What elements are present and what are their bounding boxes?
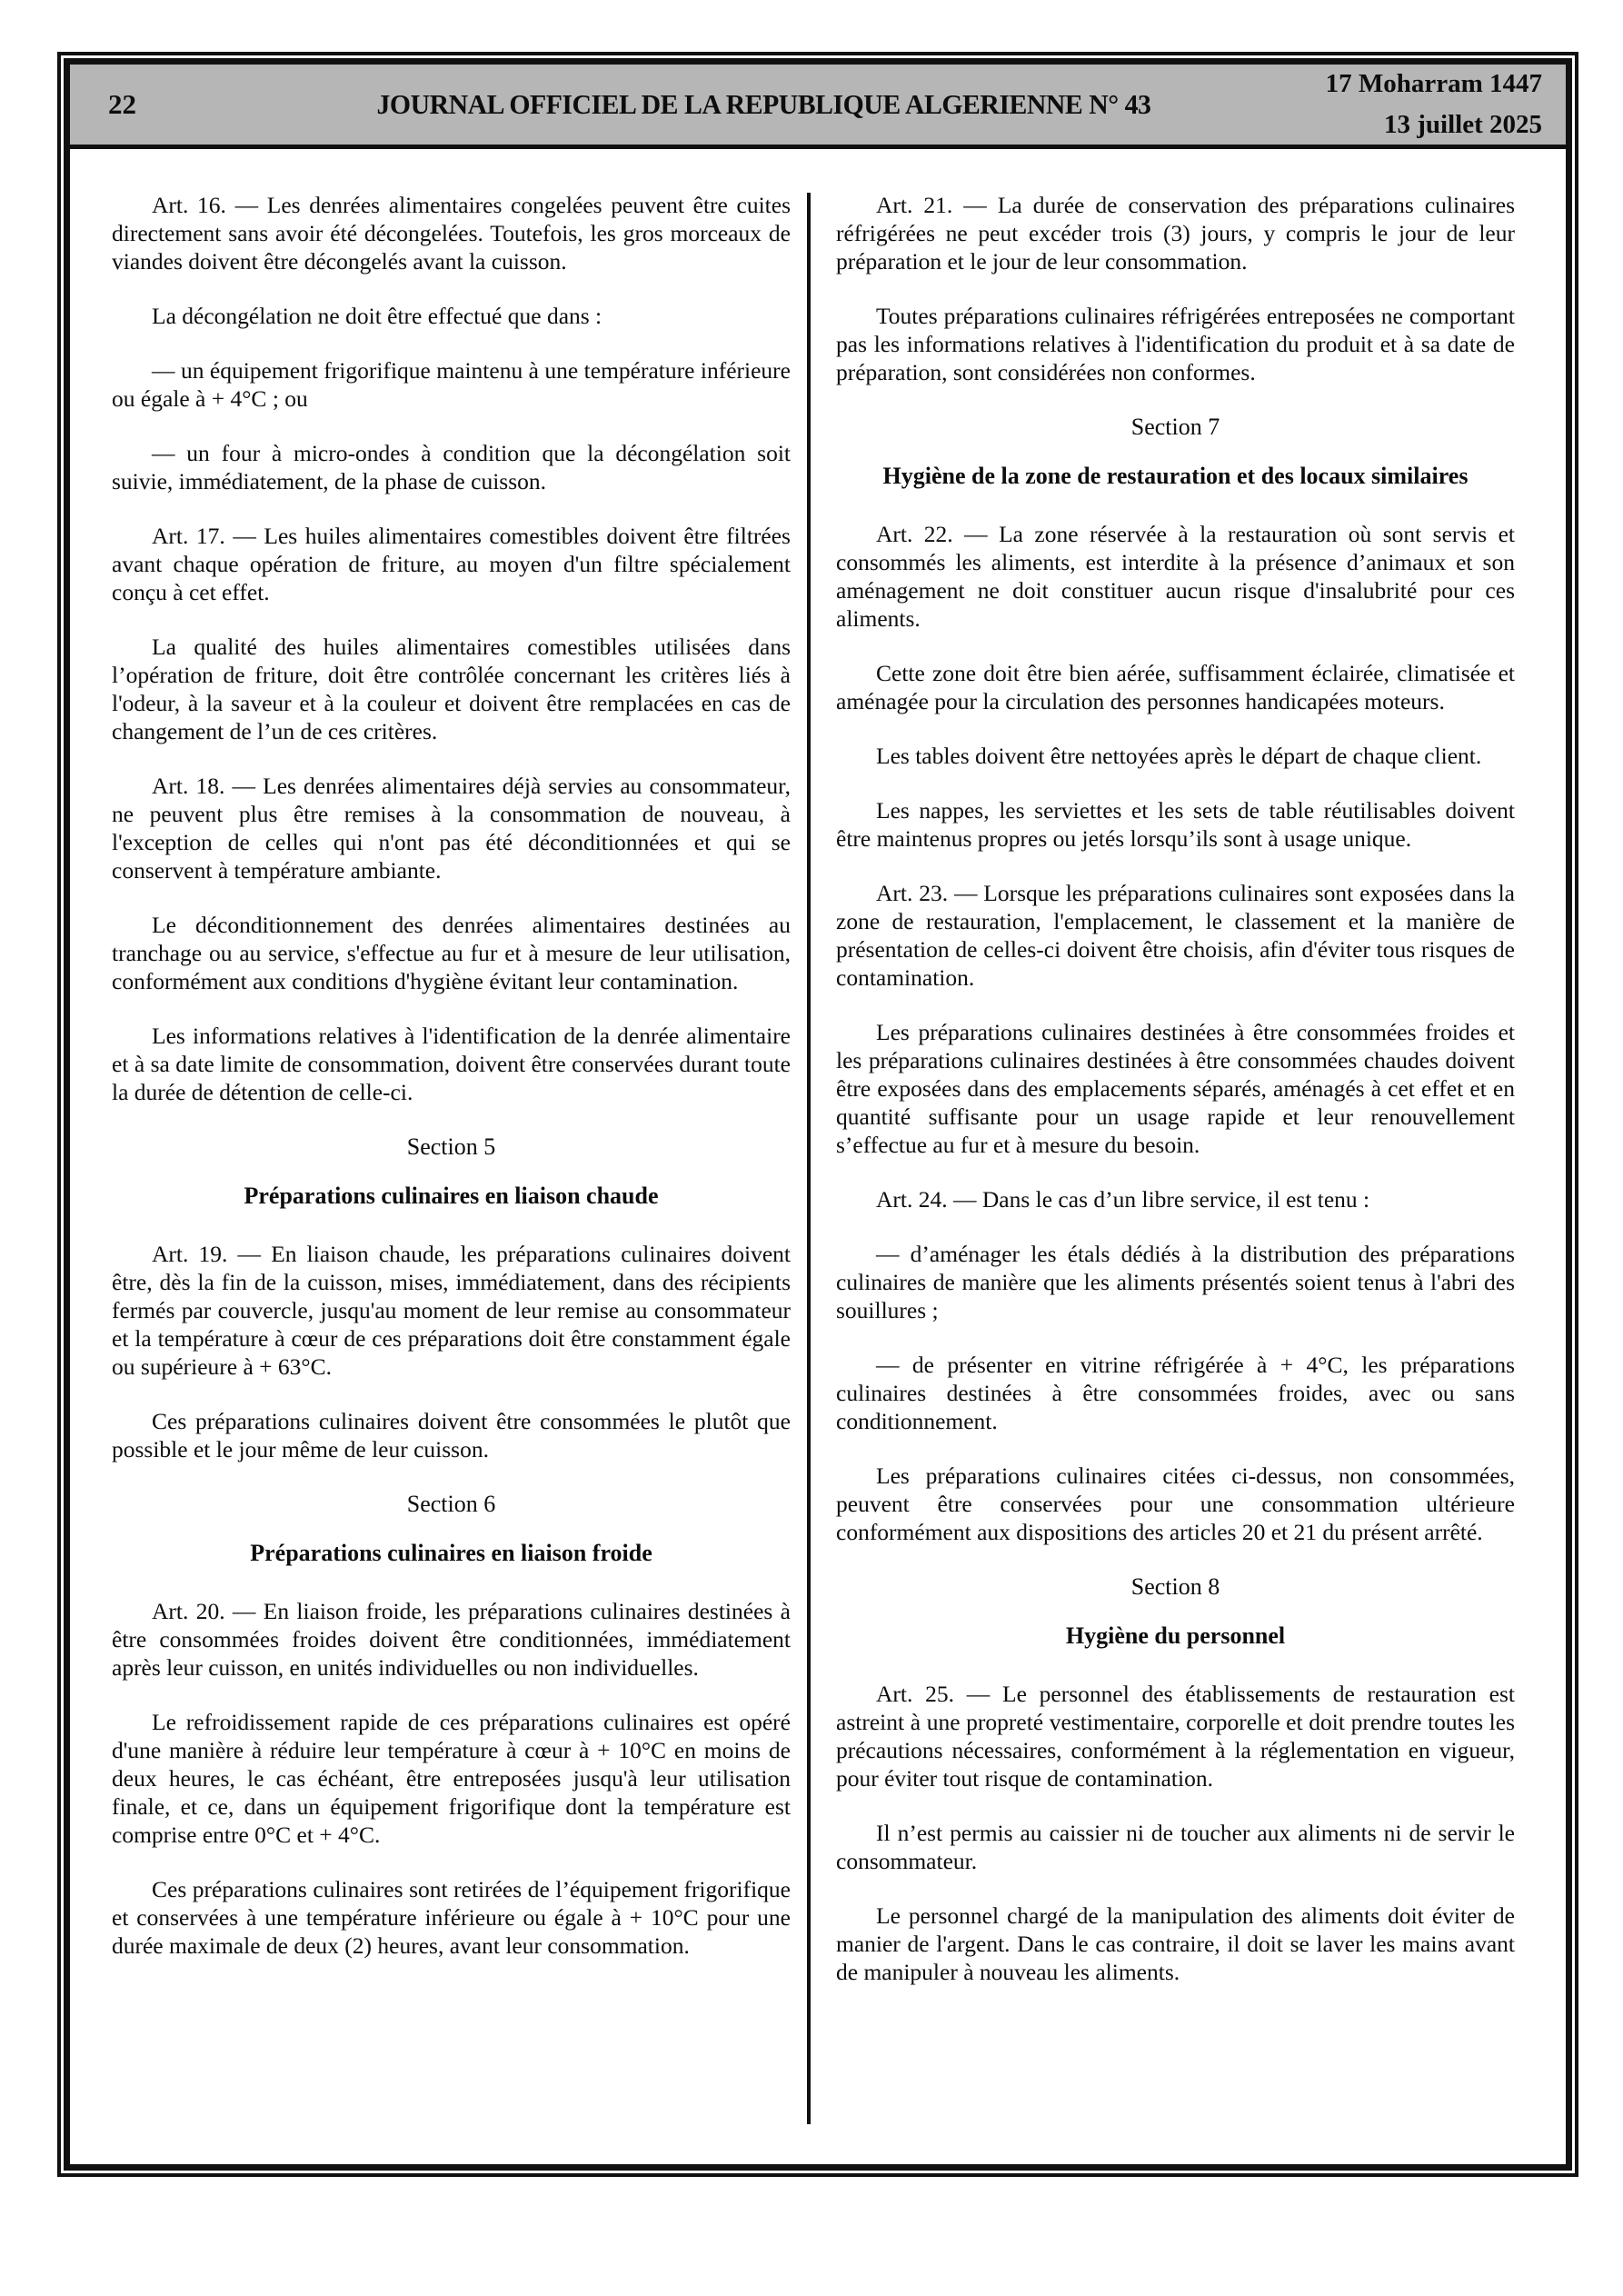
- paragraph: Art. 17. — Les huiles alimentaires comestibles doivent être filtrées avant chaque opération de friture, au moyen d'un filtre spécialement conçu à cet effet.: [112, 523, 791, 605]
- section-heading: [836, 1572, 1515, 1651]
- paragraph: Art. 23. — Lorsque les préparations culinaires sont exposées dans la zone de restauration, l'emplacement, le classement et la manière de présentation de celles-ci doivent être choisis, afin d'éviter tous risques de contamination.: [836, 880, 1515, 991]
- content-columns: [70, 149, 1566, 2164]
- paragraph: Art. 25. — Le personnel des établissements de restauration est astreint à une propreté vestimentaire, corporelle et doit prendre toutes les précautions nécessaires, conformément à la réglementation en vigueur, pour éviter tout risque de contamination.: [836, 1681, 1515, 1792]
- section-title: Hygiène du personnel: [1065, 1622, 1286, 1649]
- section-heading: [112, 1490, 791, 1568]
- paragraph: Art. 20. — En liaison froide, les préparations culinaires destinées à être consommées froides doivent être conditionnées, immédiatement après leur cuisson, en unités individuelles ou non individuelles.: [112, 1598, 791, 1681]
- paragraph: Les tables doivent être nettoyées après le départ de chaque client.: [876, 743, 1482, 769]
- paragraph: Art. 19. — En liaison chaude, les préparations culinaires doivent être, dès la fin de la cuisson, mises, immédiatement, dans des récipients fermés par couvercle, jusqu'au moment de leur remise au consommateur et la température à cœur de ces préparations doit être constamment égale ou supérieure à + 63°C.: [112, 1241, 791, 1380]
- section-heading: [112, 1133, 791, 1211]
- column-divider: [807, 193, 811, 2124]
- masthead: [70, 65, 1566, 149]
- date-hijri: 17 Moharram 1447: [1325, 69, 1542, 98]
- paragraph: Les nappes, les serviettes et les sets de table réutilisables doivent être maintenus propres ou jetés lorsqu’ils sont à usage unique.: [836, 797, 1515, 852]
- paragraph: Art. 18. — Les denrées alimentaires déjà servies au consommateur, ne peuvent plus être remises à la consommation de nouveau, à l'exception de celles qui n'ont pas été déconditionnées et qui se conservent à température ambiante.: [112, 773, 791, 883]
- paragraph: — de présenter en vitrine réfrigérée à + 4°C, les préparations culinaires destinées à être consommées froides, avec ou sans conditionnement.: [836, 1352, 1515, 1434]
- paragraph: La décongélation ne doit être effectué que dans :: [152, 303, 602, 329]
- section-heading: [836, 413, 1515, 491]
- section-title: Préparations culinaires en liaison chaude: [244, 1183, 659, 1209]
- paragraph: Toutes préparations culinaires réfrigérées entreposées ne comportant pas les informations relatives à l'identification du produit et à sa date de préparation, sont considérées non conformes.: [836, 303, 1515, 385]
- section-label: Section 5: [406, 1133, 496, 1160]
- paragraph: Les préparations culinaires citées ci-dessus, non consommées, peuvent être conservées pour une consommation ultérieure conformément aux dispositions des articles 20 et 21 du présent arrêté.: [836, 1462, 1515, 1545]
- paragraph: Art. 24. — Dans le cas d’un libre service, il est tenu :: [876, 1186, 1370, 1213]
- section-label: Section 6: [406, 1491, 496, 1517]
- paragraph: Art. 22. — La zone réservée à la restauration où sont servis et consommés les aliments, est interdite à la présence d’animaux et son aménagement ne doit constituer aucun risque d'insalubrité pour ces aliments.: [836, 521, 1515, 632]
- paragraph: Le refroidissement rapide de ces préparations culinaires est opéré d'une manière à réduire leur température à cœur à + 10°C en moins de deux heures, le cas échéant, être entreposées jusqu'à leur utilisation finale, et ce, dans un équipement frigorifique dont la température est comprise entre 0°C et + 4°C.: [112, 1709, 791, 1848]
- paragraph: Les préparations culinaires destinées à être consommées froides et les préparations culinaires destinées à être consommées chaudes doivent être exposées dans des emplacements séparés, aménagés à cet effet et en quantité suffisante pour un usage rapide et leur renouvellement s’effectue au fur et à mesure du besoin.: [836, 1019, 1515, 1158]
- paragraph: La qualité des huiles alimentaires comestibles utilisées dans l’opération de friture, doit être contrôlée concernant les critères liés à l'odeur, à la saveur et à la couleur et doivent être remplacées en cas de changement de l’un de ces critères.: [112, 634, 791, 744]
- page-frame: [57, 52, 1578, 2177]
- section-label: Section 8: [1130, 1573, 1220, 1600]
- issue-dates: [1301, 64, 1542, 145]
- section-label: Section 7: [1130, 414, 1220, 440]
- date-gregorian: 13 juillet 2025: [1384, 110, 1542, 139]
- paragraph: Il n’est permis au caissier ni de toucher aux aliments ni de servir le consommateur.: [836, 1820, 1515, 1874]
- journal-title: JOURNAL OFFICIEL DE LA REPUBLIQUE ALGERIENNE N° 43: [376, 88, 1151, 120]
- paragraph: Ces préparations culinaires doivent être consommées le plutôt que possible et le jour même de leur cuisson.: [112, 1408, 791, 1462]
- section-title: Préparations culinaires en liaison froide: [250, 1540, 652, 1566]
- section-title: Hygiène de la zone de restauration et des locaux similaires: [882, 463, 1469, 489]
- paragraph: Le personnel chargé de la manipulation des aliments doit éviter de manier de l'argent. Dans le cas contraire, il doit se laver les mains avant de manipuler à nouveau les aliments.: [836, 1902, 1515, 1985]
- paragraph: Les informations relatives à l'identification de la denrée alimentaire et à sa date limite de consommation, doivent être conservées durant toute la durée de détention de celle-ci.: [112, 1023, 791, 1105]
- paragraph: — un équipement frigorifique maintenu à une température inférieure ou égale à + 4°C ; ou: [112, 357, 791, 412]
- left-column: [112, 191, 791, 2164]
- paragraph: — d’aménager les étals dédiés à la distribution des préparations culinaires de manière que les aliments présentés soient tenus à l'abri des souillures ;: [836, 1241, 1515, 1323]
- paragraph: Art. 21. — La durée de conservation des préparations culinaires réfrigérées ne peut excéder trois (3) jours, y compris le jour de leur préparation et le jour de leur consommation.: [836, 192, 1515, 275]
- right-column: [836, 191, 1515, 2164]
- page-inner-frame: [64, 58, 1572, 2171]
- page-number: 22: [108, 88, 136, 120]
- paragraph: — un four à micro-ondes à condition que la décongélation soit suivie, immédiatement, de la phase de cuisson.: [112, 440, 791, 494]
- paragraph: Art. 16. — Les denrées alimentaires congelées peuvent être cuites directement sans avoir été décongelées. Toutefois, les gros morceaux de viandes doivent être décongelés avant la cuisson.: [112, 192, 791, 275]
- paragraph: Le déconditionnement des denrées alimentaires destinées au tranchage ou au service, s'effectue au fur et à mesure de leur utilisation, conformément aux conditions d'hygiène évitant leur contamination.: [112, 912, 791, 994]
- paragraph: Ces préparations culinaires sont retirées de l’équipement frigorifique et conservées à une température inférieure ou égale à + 10°C pour une durée maximale de deux (2) heures, avant leur consommation.: [112, 1876, 791, 1959]
- paragraph: Cette zone doit être bien aérée, suffisamment éclairée, climatisée et aménagée pour la circulation des personnes handicapées moteurs.: [836, 660, 1515, 714]
